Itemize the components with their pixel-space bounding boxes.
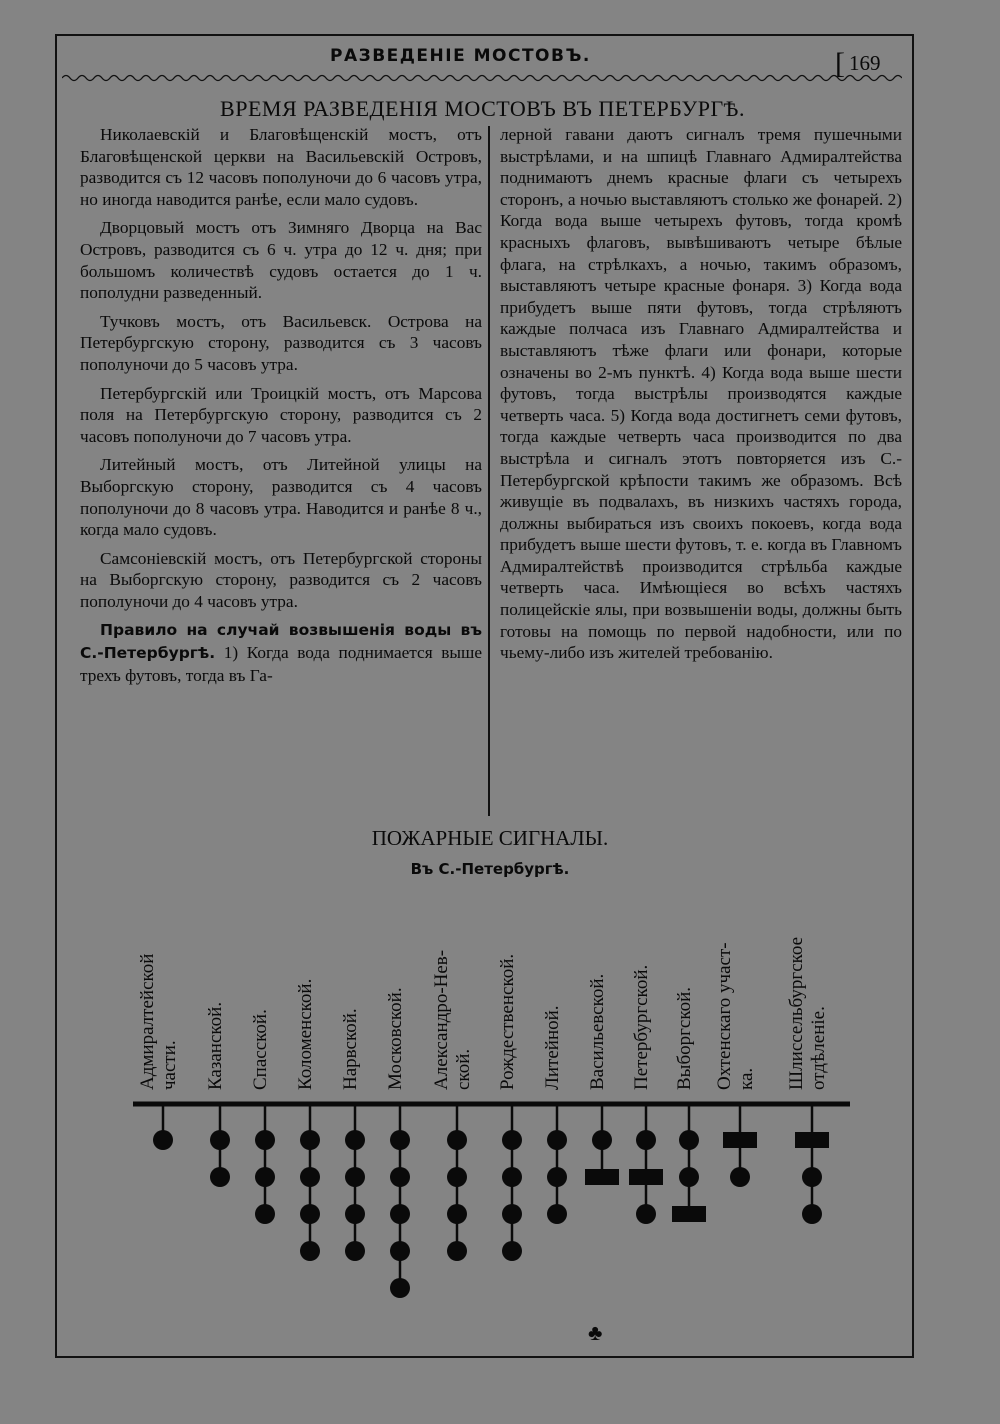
signal-flag (629, 1169, 663, 1185)
signal-ball (390, 1241, 410, 1261)
district-label: Литейной. (542, 1005, 563, 1090)
fire-signals-subtitle: Въ С.-Петербургѣ. (410, 860, 570, 878)
running-title: РАЗВЕДЕНІЕ МОСТОВЪ. (330, 46, 591, 66)
signal-ball (390, 1130, 410, 1150)
signal-ball (502, 1130, 522, 1150)
flood-rule-continuation: лерной гавани даютъ сигналъ тремя пушечными выстрѣлами, и на шпицѣ Главнаго Адмиралтейства поднимаютъ днемъ красные флаги съ четырехъ сторонъ, а ночью выставляютъ столько же фонарей. 2) Когда вода выше четырехъ футовъ, тогда кромѣ красныхъ флаговъ, вывѣшиваютъ четыре бѣлые флага, на стрѣлкахъ, а ночью, такимъ образомъ, выставляютъ четыре красные фонаря. 3) Когда вода прибудетъ выше пяти футовъ, тогда стрѣляютъ каждые полчаса изъ Главнаго Адмиралтейства и выставляютъ тѣже флаги или фонари, которые означены во 2-мъ пунктѣ. 4) Когда вода выше шести футовъ, тогда выстрѣлы производятся каждые четверть часа. 5) Когда вода достигнетъ семи футовъ, тогда каждые четверть часа производится по два выстрѣла и сигналъ этотъ повторяется изъ С.-Петербургской крѣпости такимъ же образомъ. Всѣ живущіе въ подвалахъ, въ низкихъ частяхъ города, должны выбираться изъ своихъ покоевъ, когда вода прибудетъ выше шести футовъ, т. е. когда въ Главномъ Адмиралтействѣ производится стрѣльба каждые четверть часа. Имѣющіеся во всѣхъ частяхъ полицейскіе ялы, при возвышеніи воды, должны быть готовы на помощь по первой надобности, или по чьему-либо изъ жителей требованію. (500, 125, 902, 663)
signal-flag (585, 1169, 619, 1185)
signal-ball (300, 1130, 320, 1150)
signal-ball (300, 1167, 320, 1187)
signal-ball (345, 1204, 365, 1224)
signal-flag (672, 1206, 706, 1222)
signal-ball (502, 1204, 522, 1224)
district-label: отдѣленіе. (808, 1006, 829, 1090)
district-label: Александро-Нев- (431, 949, 452, 1090)
signal-ball (502, 1167, 522, 1187)
district-label: части. (159, 1040, 180, 1090)
signal-ball (210, 1130, 230, 1150)
bridge-paragraph: Тучковъ мостъ, отъ Васильевск. Острова на Петербургскую сторону, разводится съ 3 часовъ пополуночи до 5 часовъ утра. (80, 311, 482, 374)
signal-ball (255, 1130, 275, 1150)
bridges-title: ВРЕМЯ РАЗВЕДЕНІЯ МОСТОВЪ ВЪ ПЕТЕРБУРГѢ. (220, 96, 745, 121)
signal-ball (390, 1278, 410, 1298)
signal-ball (345, 1167, 365, 1187)
signal-flag (795, 1132, 829, 1148)
signal-ball (153, 1130, 173, 1150)
district-label: Коломенской. (295, 978, 316, 1090)
signal-ball (300, 1241, 320, 1261)
signal-ball (447, 1167, 467, 1187)
bridge-paragraph: Петербургскій или Троицкій мостъ, отъ Марсова поля на Петербургскую сторону, разводится съ 2 часовъ пополуночи до 7 часовъ утра. (80, 383, 482, 446)
signal-ball (547, 1204, 567, 1224)
signal-ball (300, 1204, 320, 1224)
signal-ball (679, 1130, 699, 1150)
signal-ball (345, 1130, 365, 1150)
district-label: Московской. (385, 987, 406, 1090)
signal-ball (255, 1167, 275, 1187)
flood-rule-start: 1) Когда вода поднимается выше трехъ футовъ, тогда въ Га- (80, 643, 482, 685)
footer-ornament: ♣ (588, 1320, 603, 1345)
signal-ball (255, 1204, 275, 1224)
district-label: Васильевской. (587, 973, 608, 1090)
bridge-paragraph: Литейный мостъ, отъ Литейной улицы на Выборгскую сторону, разводится съ 4 часовъ пополуночи до 8 часовъ утра. Наводится и ранѣе 8 ч., когда мало судовъ. (80, 455, 482, 540)
district-label: ка. (736, 1067, 757, 1090)
signal-ball (447, 1241, 467, 1261)
district-label: Охтенскаго участ- (714, 942, 735, 1090)
signal-ball (447, 1130, 467, 1150)
district-label: ской. (453, 1048, 474, 1090)
bracket-ornament: [ (835, 47, 845, 80)
district-label: Шлиссельбургское (786, 936, 807, 1090)
signal-ball (547, 1130, 567, 1150)
district-label: Адмиралтейской (137, 953, 158, 1090)
signal-flag (723, 1132, 757, 1148)
signal-ball (390, 1167, 410, 1187)
district-label: Выборгской. (674, 986, 695, 1090)
district-label: Спасской. (250, 1009, 271, 1090)
signal-ball (730, 1167, 750, 1187)
signal-ball (345, 1241, 365, 1261)
signal-ball (592, 1130, 612, 1150)
district-label: Петербургской. (631, 964, 652, 1090)
signal-ball (502, 1241, 522, 1261)
signal-ball (679, 1167, 699, 1187)
signal-ball (802, 1167, 822, 1187)
signal-ball (636, 1130, 656, 1150)
district-label: Казанской. (205, 1001, 226, 1090)
bridge-paragraph: Николаевскій и Благовѣщенскій мостъ, отъ Благовѣщенской церкви на Васильевскій Островъ, разводится съ 12 часовъ пополуночи до 6 часовъ утра, но иногда наводится ранѣе, если мало судовъ. (80, 125, 482, 209)
signal-ball (636, 1204, 656, 1224)
bridge-paragraph: Самсоніевскій мостъ, отъ Петербургской стороны на Выборгскую сторону, разводится съ 2 часовъ пополуночи до 4 часовъ утра. (80, 548, 482, 611)
flood-rule-heading: Правило на случай возвышенія воды въ С.-Петербургѣ. (80, 621, 482, 663)
signal-ball (210, 1167, 230, 1187)
page-number-value: 169 (849, 51, 881, 75)
signal-ball (802, 1204, 822, 1224)
signal-ball (547, 1167, 567, 1187)
bridge-paragraph: Дворцовый мостъ отъ Зимняго Дворца на Вас Островъ, разводится съ 6 ч. утра до 12 ч. дня; при большомъ количествѣ судовъ остается до 1 ч. пополудни разведенный. (80, 218, 482, 303)
fire-signals-title: ПОЖАРНЫЕ СИГНАЛЫ. (371, 826, 609, 850)
signal-ball (447, 1204, 467, 1224)
district-label: Рождественской. (497, 953, 518, 1090)
district-label: Нарвской. (340, 1008, 361, 1090)
signal-ball (390, 1204, 410, 1224)
